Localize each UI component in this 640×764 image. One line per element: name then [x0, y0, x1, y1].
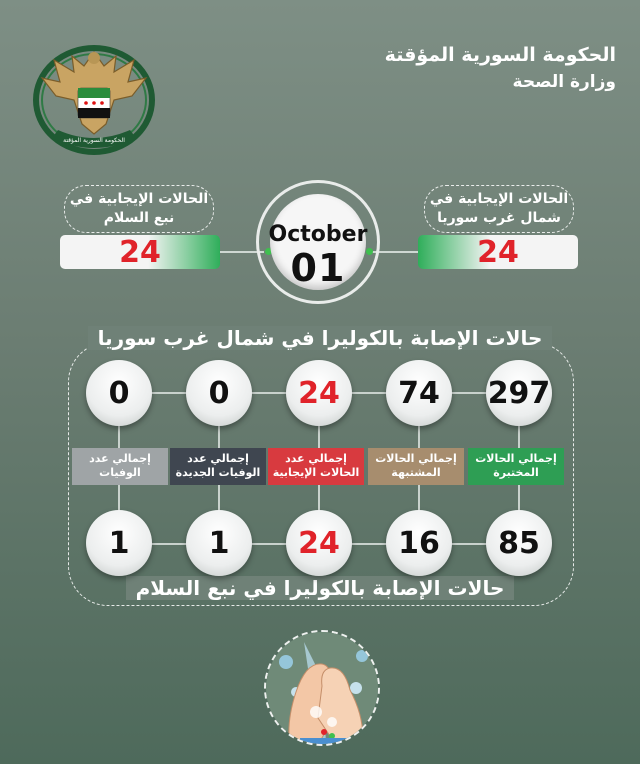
- northwest-section-title: [0, 326, 640, 350]
- peace-spring-positive-label: [64, 185, 214, 233]
- category-tested-line1: إجمالي الحالات: [475, 452, 557, 465]
- ministry-subtitle: وزارة الصحة: [512, 72, 616, 92]
- logo-banner-text: الحكومة السورية المؤقتة: [63, 137, 125, 144]
- vline-1: [118, 425, 120, 448]
- government-title: الحكومة السورية المؤقتة: [384, 44, 616, 66]
- northwest-positive-value: 24: [418, 235, 578, 269]
- nw-positive-total: 24: [286, 360, 352, 426]
- category-positive: [268, 448, 364, 485]
- vline-10: [518, 485, 520, 511]
- vline-8: [318, 485, 320, 511]
- category-suspected-line2: المشتبهة: [391, 466, 441, 479]
- nw-suspected-total: 74: [386, 360, 452, 426]
- category-suspected-line1: إجمالي الحالات: [375, 452, 457, 465]
- northwest-title-text: حالات الإصابة بالكوليرا في شمال غرب سوريا: [88, 326, 553, 350]
- category-deaths: [72, 448, 168, 485]
- category-new-deaths-line1: إجمالي عدد: [187, 452, 249, 465]
- vline-9: [418, 485, 420, 511]
- category-positive-line2: الحالات الإيجابية: [272, 466, 360, 479]
- vline-5: [518, 425, 520, 448]
- category-deaths-line2: الوفيات: [99, 466, 141, 479]
- peace-spring-label-line1: الحالات الإيجابية في: [69, 191, 209, 207]
- category-new-deaths: [170, 448, 266, 485]
- nw-tested-total: 297: [486, 360, 552, 426]
- vline-3: [318, 425, 320, 448]
- category-tested: [468, 448, 564, 485]
- peace-spring-positive-value: 24: [60, 235, 220, 269]
- ps-deaths-total: 1: [86, 510, 152, 576]
- northwest-label-line1: الحالات الإيجابية في: [429, 191, 569, 207]
- peace-spring-label-line2: نبع السلام: [103, 210, 175, 226]
- nw-deaths-total: 0: [86, 360, 152, 426]
- northwest-positive-label: [424, 185, 574, 233]
- vline-4: [418, 425, 420, 448]
- peace-spring-section-title: [0, 576, 640, 600]
- vline-7: [218, 485, 220, 511]
- peace-spring-title-text: حالات الإصابة بالكوليرا في نبع السلام: [126, 576, 515, 600]
- vline-6: [118, 485, 120, 511]
- date-month: October: [268, 222, 368, 247]
- northwest-label-line2: شمال غرب سوريا: [437, 210, 561, 226]
- nw-new-deaths: 0: [186, 360, 252, 426]
- date-day: 01: [290, 246, 346, 290]
- ps-new-deaths: 1: [186, 510, 252, 576]
- ps-suspected-total: 16: [386, 510, 452, 576]
- hand-washing-illustration: [264, 630, 380, 746]
- category-new-deaths-line2: الوفيات الجديدة: [175, 466, 261, 479]
- category-suspected: [368, 448, 464, 485]
- government-emblem-logo: [30, 38, 158, 156]
- ps-positive-total: 24: [286, 510, 352, 576]
- category-tested-line2: المختبرة: [493, 466, 539, 479]
- category-positive-line1: إجمالي عدد: [285, 452, 347, 465]
- ps-tested-total: 85: [486, 510, 552, 576]
- category-deaths-line1: إجمالي عدد: [89, 452, 151, 465]
- vline-2: [218, 425, 220, 448]
